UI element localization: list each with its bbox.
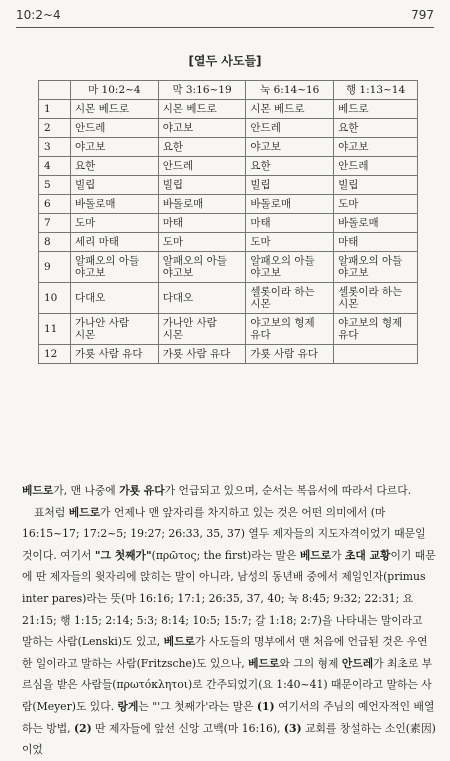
row-number: 4 — [39, 157, 71, 176]
table-cell: 가룟 사람 유다 — [71, 345, 159, 364]
table-row — [39, 314, 418, 345]
table-cell — [246, 314, 334, 345]
table-row — [39, 176, 418, 195]
cell-line: 셀롯이라 하는 — [250, 286, 315, 298]
text-run: 가 언제나 맨 앞자리를 차지하고 있는 것은 어떤 의미에서 (마 16:15~17; 17:2~5; 19:27; 26:33, 35, 37) 열두 제자들의 지도자격이었기 때문일 것이다. 여기서 — [22, 505, 426, 562]
table-cell — [246, 252, 334, 283]
table-cell: 야고보 — [158, 119, 246, 138]
table-cell: 바돌로매 — [334, 214, 418, 233]
row-number: 10 — [39, 283, 71, 314]
cell-line: 시몬 — [162, 329, 183, 341]
table-cell: 야고보 — [246, 138, 334, 157]
bold-term: 베드로 — [22, 484, 54, 497]
table-cell: 도마 — [334, 195, 418, 214]
cell-line: 셀롯이라 하는 — [338, 286, 403, 298]
table-cell: 가룟 사람 유다 — [158, 345, 246, 364]
bold-term: 초대 교황 — [344, 548, 391, 562]
cell-line: 알패오의 아들 — [162, 255, 227, 267]
text-run: 와 그의 형제 — [279, 656, 342, 670]
row-number: 3 — [39, 138, 71, 157]
cell-line: 가나안 사람 — [75, 317, 130, 329]
table-row — [39, 195, 418, 214]
table-cell: 바돌로매 — [158, 195, 246, 214]
table-cell: 요한 — [246, 157, 334, 176]
text-run: 가 — [331, 548, 345, 562]
row-number: 2 — [39, 119, 71, 138]
cell-line: 시몬 — [75, 329, 96, 341]
table-row — [39, 345, 418, 364]
cell-line: 야고보 — [338, 267, 369, 279]
table-row — [39, 233, 418, 252]
table-cell: 안드레 — [334, 157, 418, 176]
apostles-table — [38, 80, 418, 364]
table-cell: 야고보 — [334, 138, 418, 157]
table-cell: 시몬 베드로 — [158, 100, 246, 119]
text-run: 가 최초로 부르심을 받은 사람들(πρωτόκλητοι)로 간주되었기(요 1:40~41) 때문이라고 말하는 사람(Meyer)도 있다. — [22, 656, 433, 713]
cell-line: 야고보의 형제 — [250, 317, 315, 329]
table-cell: 베드로 — [334, 100, 418, 119]
bold-term: (2) — [74, 721, 92, 735]
bold-term: 안드레 — [341, 656, 374, 670]
cell-line: 시몬 — [338, 298, 359, 310]
row-number: 12 — [39, 345, 71, 364]
column-header: 마 10:2~4 — [71, 81, 159, 100]
table-cell: 안드레 — [71, 119, 159, 138]
row-number: 8 — [39, 233, 71, 252]
paragraph-1 — [22, 480, 436, 502]
table-row — [39, 283, 418, 314]
chapter-reference: 10:2~4 — [16, 8, 61, 22]
bold-term: (3) — [283, 721, 302, 735]
cell-line: 알패오의 아들 — [250, 255, 315, 267]
row-number: 6 — [39, 195, 71, 214]
table-cell: 바돌로매 — [71, 195, 159, 214]
column-header: 행 1:13~14 — [334, 81, 418, 100]
table-cell — [334, 283, 418, 314]
row-number: 9 — [39, 252, 71, 283]
table-cell: 시몬 베드로 — [71, 100, 159, 119]
table-cell: 빌립 — [334, 176, 418, 195]
table-row — [39, 100, 418, 119]
text-run: 표처럼 — [34, 505, 69, 519]
cell-line: 야고보 — [162, 267, 194, 279]
row-number: 1 — [39, 100, 71, 119]
row-number: 7 — [39, 214, 71, 233]
body-text — [22, 480, 436, 761]
column-header: 눅 6:14~16 — [246, 81, 334, 100]
row-number: 5 — [39, 176, 71, 195]
table-cell: 빌립 — [246, 176, 334, 195]
cell-line: 야고보 — [75, 267, 106, 279]
table-cell: 가룟 사람 유다 — [246, 345, 334, 364]
table-header-row — [39, 81, 418, 100]
bold-term: 랑게 — [117, 699, 139, 713]
table-row — [39, 119, 418, 138]
table-cell — [158, 314, 246, 345]
table-cell: 안드레 — [158, 157, 246, 176]
table-cell — [71, 314, 159, 345]
table-cell: 세리 마태 — [71, 233, 159, 252]
cell-line: 시몬 — [250, 298, 271, 310]
bold-term: 베드로 — [163, 635, 195, 649]
bold-term: 베드로 — [248, 656, 280, 670]
table-cell: 빌립 — [158, 176, 246, 195]
header-rule — [16, 27, 434, 28]
row-number: 11 — [39, 314, 71, 345]
cell-line: 야고보 — [250, 267, 281, 279]
table-cell: 빌립 — [71, 176, 159, 195]
cell-line: 알패오의 아들 — [75, 255, 140, 267]
table-row — [39, 214, 418, 233]
table-cell — [71, 252, 159, 283]
table-cell: 야고보 — [71, 138, 159, 157]
cell-line: 유다 — [250, 329, 271, 341]
cell-line: 유다 — [338, 329, 359, 341]
table-cell — [334, 345, 418, 364]
text-run: 여기서의 주님의 예언자적인 배열하는 방법, — [22, 699, 435, 735]
bold-term: 베드로 — [299, 548, 332, 562]
table-cell: 도마 — [71, 214, 159, 233]
text-run: 가 사도들의 명부에서 맨 처음에 언급된 것은 우연한 일이라고 말하는 사람(Fritzsche)도 있으나, — [22, 635, 428, 670]
table-cell: 안드레 — [246, 119, 334, 138]
bold-term: (1) — [256, 699, 275, 713]
table-cell: 다대오 — [71, 283, 159, 314]
table-cell — [334, 252, 418, 283]
table-cell: 요한 — [71, 157, 159, 176]
table-row — [39, 138, 418, 157]
table-cell — [158, 252, 246, 283]
text-run: 가 언급되고 있으며, 순서는 복음서에 따라서 다르다. — [164, 484, 412, 497]
column-header: 막 3:16~19 — [158, 81, 246, 100]
column-header — [39, 81, 71, 100]
table-title: [열두 사도들] — [188, 54, 262, 68]
table-cell: 마태 — [158, 214, 246, 233]
text-run: 딴 제자들에 앞선 신앙 고백(마 16:16), — [91, 721, 284, 735]
text-run: (πρῶτος; the first)라는 말은 — [151, 548, 300, 562]
page-header — [16, 8, 434, 26]
bold-term: 가룟 유다 — [119, 484, 165, 497]
text-run: 는 "'그 첫째가'라는 말은 — [138, 699, 257, 713]
table-cell: 도마 — [158, 233, 246, 252]
table-cell: 요한 — [158, 138, 246, 157]
table-cell: 시몬 베드로 — [246, 100, 334, 119]
table-cell: 요한 — [334, 119, 418, 138]
table-row — [39, 252, 418, 283]
text-run: 교회를 창설하는 소인(素因)이었 — [22, 721, 436, 757]
text-run: 이기 때문에 딴 제자들의 윗자리에 앉히는 말이 아니라, 남성의 동년배 중에서 제일인자(primus inter pares)라는 뜻(마 16:16; 17:1; 26:35, 37, 40; 눅 8:45; 9:32; 22:31; 요 21:15; 행 1:15; 2:14; 5:3; 8:14; 10:5; 15:7; 갈 1:18; 2:7)을 나타내는 말이라고 말하는 사람(Lenski)도 있고, — [22, 548, 436, 649]
cell-line: 야고보의 형제 — [338, 317, 403, 329]
page-number: 797 — [411, 8, 434, 22]
table-cell — [246, 283, 334, 314]
table-cell: 다대오 — [158, 283, 246, 314]
table-cell: 바돌로매 — [246, 195, 334, 214]
cell-line: 가나안 사람 — [162, 317, 217, 329]
table-cell: 마태 — [246, 214, 334, 233]
paragraph-2 — [22, 502, 436, 761]
table-cell: 마태 — [334, 233, 418, 252]
cell-line: 알패오의 아들 — [338, 255, 403, 267]
table-row — [39, 157, 418, 176]
text-run: 가, 맨 나중에 — [53, 484, 120, 497]
table-cell: 도마 — [246, 233, 334, 252]
bold-term: "그 첫째가" — [94, 548, 152, 562]
bold-term: 베드로 — [68, 505, 101, 519]
table-cell — [334, 314, 418, 345]
